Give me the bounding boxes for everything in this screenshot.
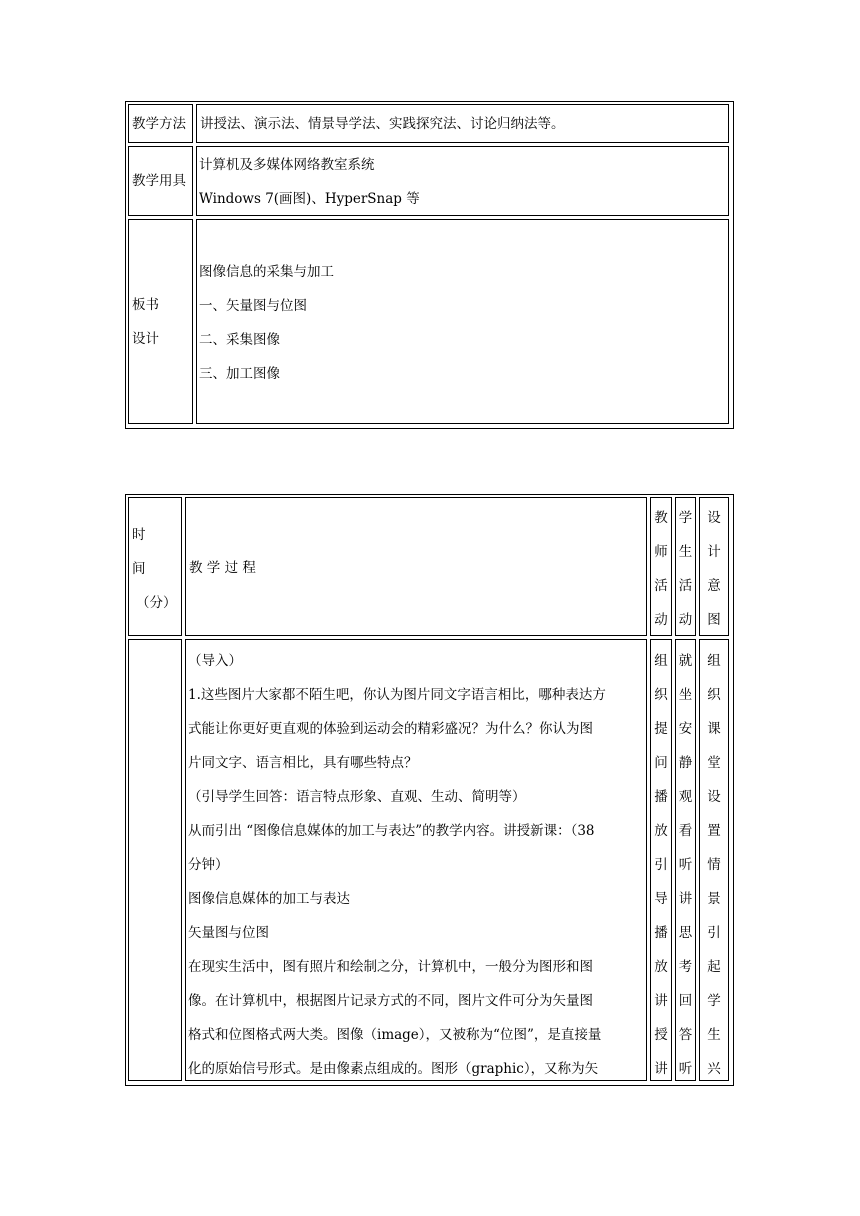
board-label: 板书	[132, 297, 159, 313]
design-intent-cell	[699, 639, 729, 1081]
teacher-header-char: 师	[654, 544, 668, 560]
time-header-char: 时	[132, 527, 146, 543]
time-cell	[128, 639, 182, 1081]
process-line: 格式和位图格式两大类。图像（image），又被称为“位图”，是直接量	[188, 1027, 602, 1043]
tools-line: Windows 7(画图)、HyperSnap 等	[199, 191, 420, 207]
teacher-activity-char: 讲	[654, 1061, 668, 1077]
process-line: 图像信息媒体的加工与表达	[188, 891, 350, 907]
teacher-activity-cell	[650, 639, 672, 1081]
student-activity-char: 安	[678, 721, 693, 737]
board-line: 二、采集图像	[199, 332, 280, 348]
teacher-header-cell	[650, 497, 672, 636]
design-intent-char: 组	[707, 653, 721, 669]
design-intent-char: 堂	[707, 755, 721, 771]
teacher-header-char: 动	[654, 612, 668, 628]
teacher-activity-char: 织	[654, 687, 668, 703]
process-line: 分钟）	[188, 857, 229, 873]
student-activity-char: 看	[678, 823, 693, 839]
student-header-char: 动	[678, 612, 693, 628]
board-design-cell	[196, 219, 729, 424]
design-intent-char: 起	[707, 959, 721, 975]
student-activity-char: 回	[678, 993, 693, 1009]
teacher-activity-char: 问	[654, 755, 668, 771]
teacher-activity-char: 播	[654, 789, 668, 805]
teacher-activity-char: 组	[654, 653, 668, 669]
student-activity-char: 讲	[678, 891, 693, 907]
teacher-header-char: 教	[654, 510, 668, 526]
tools-label: 教学用具	[132, 173, 186, 189]
process-line: （引导学生回答：语言特点形象、直观、生动、简明等）	[188, 789, 526, 805]
design-header-char: 设	[707, 510, 721, 526]
design-intent-char: 置	[707, 823, 721, 839]
methods-value: 讲授法、演示法、情景导学法、实践探究法、讨论归纳法等。	[200, 116, 565, 132]
design-header-cell	[699, 497, 729, 636]
time-header-char: 间	[132, 561, 146, 577]
student-header-char: 活	[678, 578, 693, 594]
process-header-cell	[185, 497, 647, 636]
tools-line: 计算机及多媒体网络教室系统	[199, 157, 375, 173]
process-line: 片同文字、语言相比，具有哪些特点？	[188, 755, 418, 771]
process-line: 在现实生活中，图有照片和绘制之分，计算机中，一般分为图形和图	[188, 959, 593, 975]
design-intent-char: 设	[707, 789, 721, 805]
process-line: 化的原始信号形式。是由像素点组成的。图形（graphic），又称为矢	[188, 1061, 599, 1077]
board-line: 三、加工图像	[199, 366, 280, 382]
design-intent-char: 兴	[707, 1061, 721, 1077]
teacher-activity-char: 播	[654, 925, 668, 941]
process-line: 像。在计算机中，根据图片记录方式的不同，图片文件可分为矢量图	[188, 993, 593, 1009]
student-activity-char: 观	[678, 789, 693, 805]
design-header-char: 计	[707, 544, 721, 560]
tools-value-cell	[196, 146, 729, 216]
tools-label-cell	[128, 146, 193, 216]
student-activity-char: 思	[678, 925, 693, 941]
teacher-header-char: 活	[654, 578, 668, 594]
teacher-activity-char: 放	[654, 959, 668, 975]
student-header-cell	[675, 497, 696, 636]
student-activity-char: 听	[678, 857, 693, 873]
methods-value-cell	[196, 104, 729, 143]
design-intent-char: 织	[707, 687, 721, 703]
process-line: 矢量图与位图	[188, 925, 269, 941]
design-intent-char: 课	[707, 721, 721, 737]
teacher-activity-char: 导	[654, 891, 668, 907]
process-header: 教 学 过 程	[189, 560, 256, 576]
board-label-cell	[128, 219, 193, 424]
teacher-activity-char: 放	[654, 823, 668, 839]
student-header-char: 生	[678, 544, 693, 560]
design-intent-char: 情	[707, 857, 721, 873]
student-header-char: 学	[678, 510, 693, 526]
student-activity-char: 坐	[678, 687, 693, 703]
design-intent-char: 学	[707, 993, 721, 1009]
methods-label-cell	[128, 104, 193, 143]
board-label: 设计	[132, 331, 159, 347]
design-header-char: 图	[707, 612, 721, 628]
student-activity-char: 听	[678, 1061, 693, 1077]
student-activity-char: 静	[678, 755, 693, 771]
teacher-activity-char: 提	[654, 721, 668, 737]
teacher-activity-char: 授	[654, 1027, 668, 1043]
board-line: 图像信息的采集与加工	[199, 264, 334, 280]
student-activity-char: 答	[678, 1027, 693, 1043]
board-line: 一、矢量图与位图	[199, 298, 307, 314]
process-line: （导入）	[188, 653, 242, 669]
design-header-char: 意	[707, 578, 721, 594]
process-line: 式能让你更好更直观的体验到运动会的精彩盛况？为什么？你认为图	[188, 721, 593, 737]
teacher-activity-char: 引	[654, 857, 668, 873]
teacher-activity-char: 讲	[654, 993, 668, 1009]
student-activity-cell	[675, 639, 696, 1081]
student-activity-char: 就	[678, 653, 693, 669]
student-activity-char: 考	[678, 959, 693, 975]
time-header-char: （分）	[136, 595, 177, 611]
methods-label: 教学方法	[132, 116, 186, 132]
design-intent-char: 引	[707, 925, 721, 941]
process-line: 1.这些图片大家都不陌生吧，你认为图片同文字语言相比，哪种表达方	[188, 687, 606, 703]
design-intent-char: 生	[707, 1027, 721, 1043]
design-intent-char: 景	[707, 891, 721, 907]
process-cell	[185, 639, 647, 1081]
time-header-cell	[128, 497, 182, 636]
process-line: 从而引出 “图像信息媒体的加工与表达”的教学内容。讲授新课：（38	[188, 823, 595, 839]
